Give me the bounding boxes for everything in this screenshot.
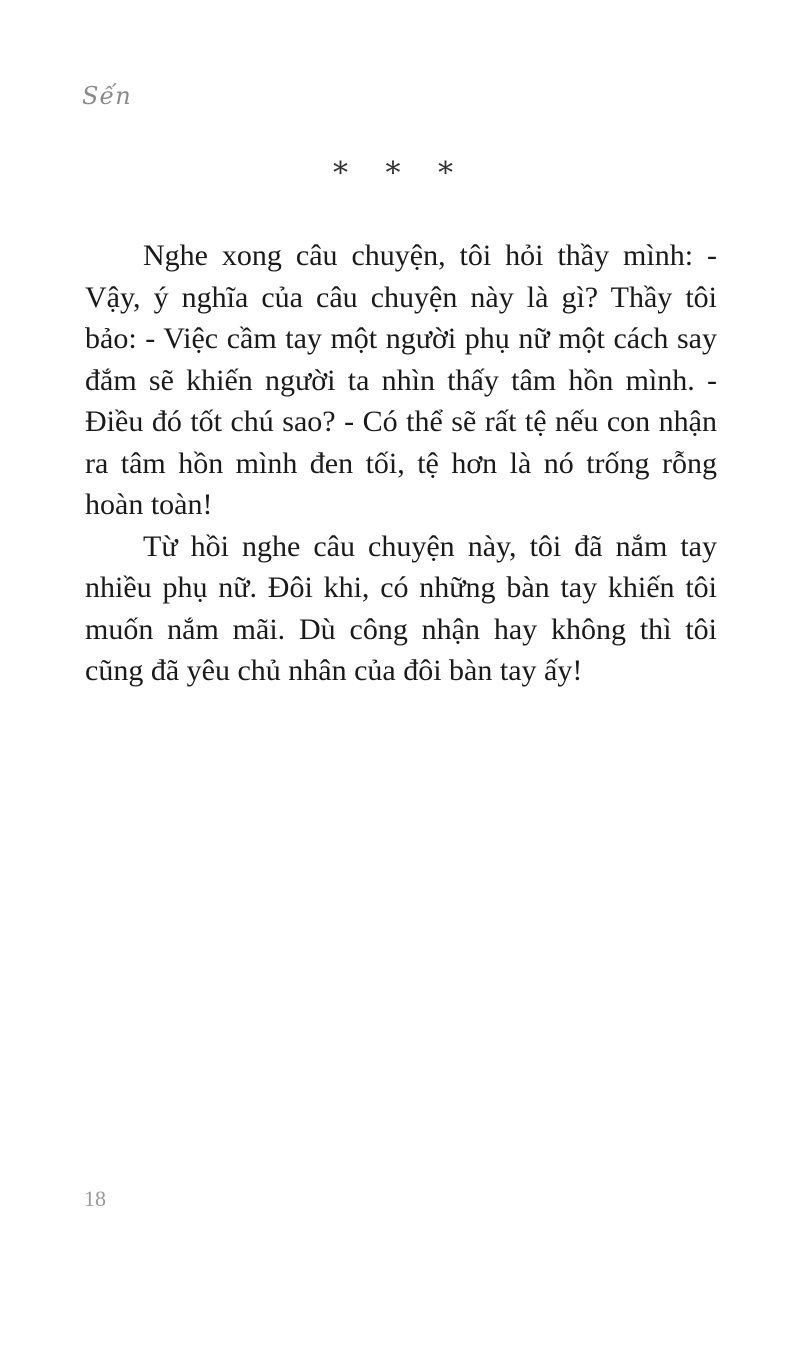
page-number: 18: [84, 1186, 106, 1211]
page-body: [85, 235, 717, 692]
running-header: Sến: [82, 82, 132, 110]
section-separator: * * *: [332, 156, 468, 191]
paragraph-2: Từ hồi nghe câu chuyện này, tôi đã nắm tay nhiều phụ nữ. Đôi khi, có những bàn tay khiến tôi muốn nắm mãi. Dù công nhận hay không thì tôi cũng đã yêu chủ nhân của đôi bàn tay ấy!: [85, 529, 717, 687]
paragraph-1: Nghe xong câu chuyện, tôi hỏi thầy mình: - Vậy, ý nghĩa của câu chuyện này là gì? Thầy tôi bảo: - Việc cầm tay một người phụ nữ một cách say đắm sẽ khiến người ta nhìn thấy tâm hồn mình. - Điều đó tốt chú sao? - Có thể sẽ rất tệ nếu con nhận ra tâm hồn mình đen tối, tệ hơn là nó trống rỗng hoàn toàn!: [85, 239, 717, 521]
